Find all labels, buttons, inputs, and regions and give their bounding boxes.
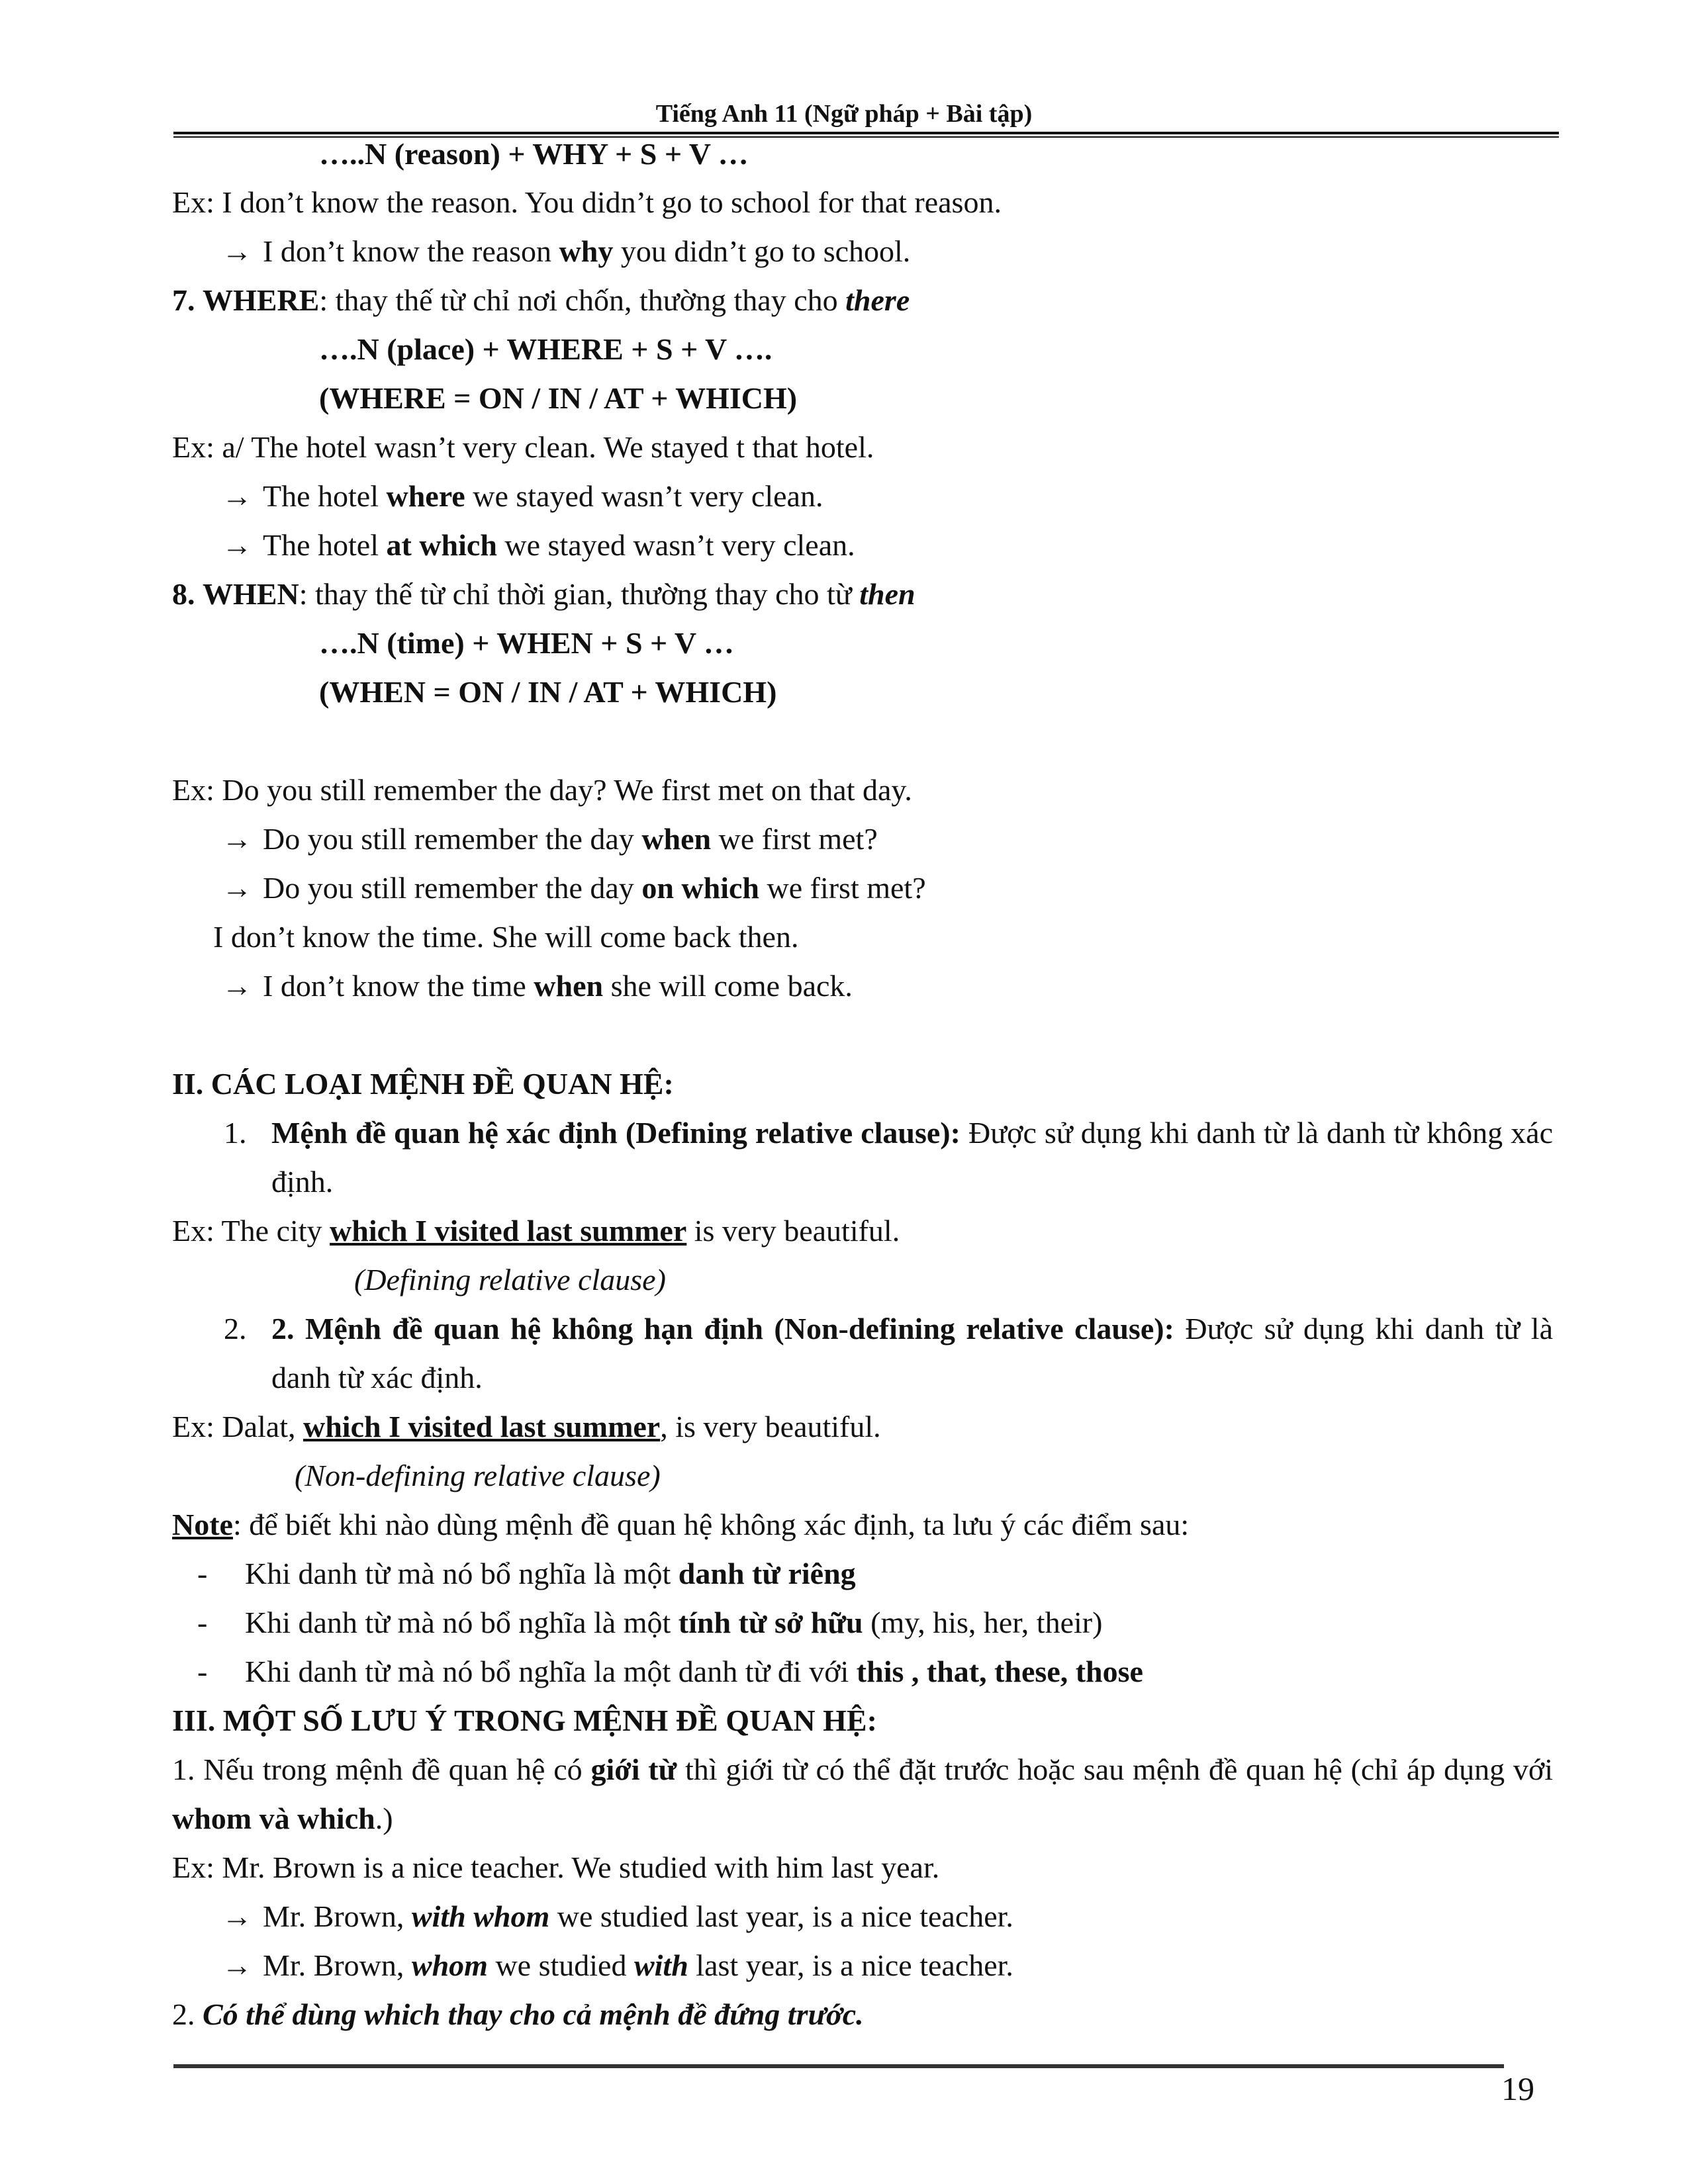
defining-example [172, 1212, 900, 1250]
answer-text: we stayed wasn’t very clean. [504, 528, 855, 562]
rule-number: 2. [172, 1997, 195, 2031]
arrow-icon: → [222, 1899, 252, 1933]
answer-text: we stayed wasn’t very clean. [473, 479, 823, 513]
page-number: 19 [1501, 2070, 1534, 2107]
page-header: Tiếng Anh 11 (Ngữ pháp + Bài tập) [655, 100, 1033, 128]
where-heading [172, 282, 910, 319]
heading-text: : thay thế từ chỉ nơi chốn, thường thay cho [319, 283, 838, 317]
answer-text: Do you still remember the day [263, 871, 634, 905]
answer-text: we first met? [718, 822, 878, 856]
preposition-example: Ex: Mr. Brown is a nice teacher. We studied with him last year. [172, 1850, 940, 1884]
answer-keyword: why [559, 234, 614, 268]
answer-text: we first met? [767, 871, 926, 905]
example-text: Ex: The city [172, 1214, 322, 1248]
why-example [172, 184, 1002, 221]
rule-text: .) [375, 1801, 393, 1835]
answer-keyword: where [386, 479, 465, 513]
preposition-answer-2 [222, 1947, 1013, 1984]
bullet-item [197, 1555, 856, 1592]
bullet-text: Khi danh từ mà nó bổ nghĩa là một [245, 1606, 671, 1639]
answer-text: you didn’t go to school. [620, 234, 911, 268]
section-2-heading: II. CÁC LOẠI MỆNH ĐỀ QUAN HỆ: [172, 1067, 674, 1101]
rule-keyword: giới từ [590, 1752, 677, 1786]
heading-number: 8. [172, 577, 195, 611]
answer-text: I don’t know the time [263, 969, 526, 1003]
answer-text: I don’t know the reason [263, 234, 552, 268]
where-example: Ex: a/ The hotel wasn’t very clean. We stayed t that hotel. [172, 430, 874, 464]
answer-keyword: when [534, 969, 604, 1003]
answer-text: The hotel [263, 479, 379, 513]
rule-keyword: whom và which [172, 1801, 375, 1835]
item-title: Mệnh đề quan hệ xác định (Defining relative clause): [271, 1116, 961, 1150]
answer-keyword: when [641, 822, 712, 856]
heading-italic: then [859, 577, 915, 611]
item-text: Được sử dụng khi danh từ là danh từ không xác định. [271, 1116, 1554, 1199]
relative-clause: which I visited last summer [303, 1410, 661, 1443]
arrow-icon: → [222, 528, 252, 562]
where-formula-2: (WHERE = ON / IN / AT + WHICH) [319, 381, 798, 415]
answer-text: last year, is a nice teacher. [696, 1948, 1013, 1982]
preposition-answer-1 [222, 1898, 1013, 1935]
list-number: 2. [224, 1312, 247, 1345]
answer-keyword: at which [386, 528, 497, 562]
example-text: , is very beautiful. [660, 1410, 881, 1443]
arrow-icon: → [222, 822, 252, 856]
why-answer [222, 233, 910, 270]
answer-keyword: on which [641, 871, 759, 905]
rule-text: thì giới từ có thể đặt trước hoặc sau mệnh đề quan hệ (chỉ áp dụng với [684, 1752, 1553, 1786]
answer-text: Mr. Brown, [263, 1948, 404, 1982]
item-title: 2. Mệnh đề quan hệ không hạn định (Non-defining relative clause): [271, 1312, 1174, 1345]
when-example-2: I don’t know the time. She will come back then. [213, 920, 799, 954]
bullet-text: (my, his, her, their) [870, 1606, 1103, 1639]
when-example-1: Ex: Do you still remember the day? We first met on that day. [172, 773, 912, 807]
arrow-icon: → [222, 969, 252, 1003]
section-3-heading: III. MỘT SỐ LƯU Ý TRONG MỆNH ĐỀ QUAN HỆ: [172, 1704, 877, 1737]
relative-clause: which I visited last summer [330, 1214, 687, 1248]
when-answer-3 [222, 968, 853, 1005]
where-answer-1 [222, 478, 823, 515]
answer-keyword: with whom [411, 1899, 550, 1933]
preposition-rule [172, 1745, 1553, 1843]
heading-word: WHERE [203, 283, 320, 317]
when-formula-1: ….N (time) + WHEN + S + V … [319, 626, 734, 660]
why-formula: …..N (reason) + WHY + S + V … [319, 137, 749, 171]
answer-text: we studied [495, 1948, 627, 1982]
list-number: 1. [224, 1116, 247, 1150]
example-text: Ex: Dalat, [172, 1410, 296, 1443]
ex-label: Ex: [172, 185, 214, 219]
bullet-item [197, 1604, 1102, 1641]
ex-text: I don’t know the reason. You didn’t go to school for that reason. [222, 185, 1002, 219]
note-label: Note [172, 1508, 233, 1541]
bullet-dash: - [197, 1606, 208, 1639]
when-answer-1 [222, 821, 878, 858]
heading-text: : thay thế từ chỉ thời gian, thường thay cho từ [299, 577, 852, 611]
answer-text: The hotel [263, 528, 379, 562]
heading-number: 7. [172, 283, 195, 317]
defining-note: (Defining relative clause) [354, 1263, 666, 1297]
bullet-dash: - [197, 1557, 208, 1590]
when-heading [172, 576, 915, 613]
when-formula-2: (WHEN = ON / IN / AT + WHICH) [319, 675, 777, 709]
bullet-text: Khi danh từ mà nó bổ nghĩa là một [245, 1557, 671, 1590]
footer-rule [173, 2064, 1504, 2068]
non-defining-example [172, 1408, 881, 1445]
answer-keyword: with [633, 1948, 688, 1982]
arrow-icon: → [222, 234, 252, 268]
item-text: Được sử dụng khi danh từ là danh từ xác định. [271, 1312, 1553, 1394]
where-answer-2 [222, 527, 855, 564]
bullet-dash: - [197, 1655, 208, 1688]
non-defining-clause-item [271, 1304, 1553, 1402]
answer-keyword: whom [411, 1948, 488, 1982]
heading-word: WHEN [203, 577, 299, 611]
which-rule [172, 1996, 864, 2033]
bullet-text: Khi danh từ mà nó bổ nghĩa la một danh từ đi với [245, 1655, 849, 1688]
note-text: : để biết khi nào dùng mệnh đề quan hệ không xác định, ta lưu ý các điểm sau: [232, 1508, 1190, 1541]
bullet-item [197, 1653, 1143, 1690]
note-paragraph [172, 1506, 1189, 1543]
non-defining-note: (Non-defining relative clause) [295, 1459, 661, 1492]
answer-text: we studied last year, is a nice teacher. [557, 1899, 1013, 1933]
heading-italic: there [845, 283, 910, 317]
bullet-keyword: danh từ riêng [678, 1557, 856, 1590]
bullet-keyword: this , that, these, those [856, 1655, 1143, 1688]
defining-clause-item [271, 1109, 1553, 1206]
arrow-icon: → [222, 479, 252, 513]
arrow-icon: → [222, 871, 252, 905]
answer-text: Mr. Brown, [263, 1899, 404, 1933]
example-text: is very beautiful. [694, 1214, 900, 1248]
when-answer-2 [222, 870, 926, 907]
answer-text: Do you still remember the day [263, 822, 634, 856]
where-formula-1: ….N (place) + WHERE + S + V …. [319, 332, 773, 366]
arrow-icon: → [222, 1948, 252, 1982]
rule-text: 1. Nếu trong mệnh đề quan hệ có [172, 1752, 583, 1786]
bullet-keyword: tính từ sở hữu [678, 1606, 863, 1639]
rule-text: Có thể dùng which thay cho cả mệnh đề đứng trước. [203, 1997, 864, 2031]
answer-text: she will come back. [610, 969, 853, 1003]
